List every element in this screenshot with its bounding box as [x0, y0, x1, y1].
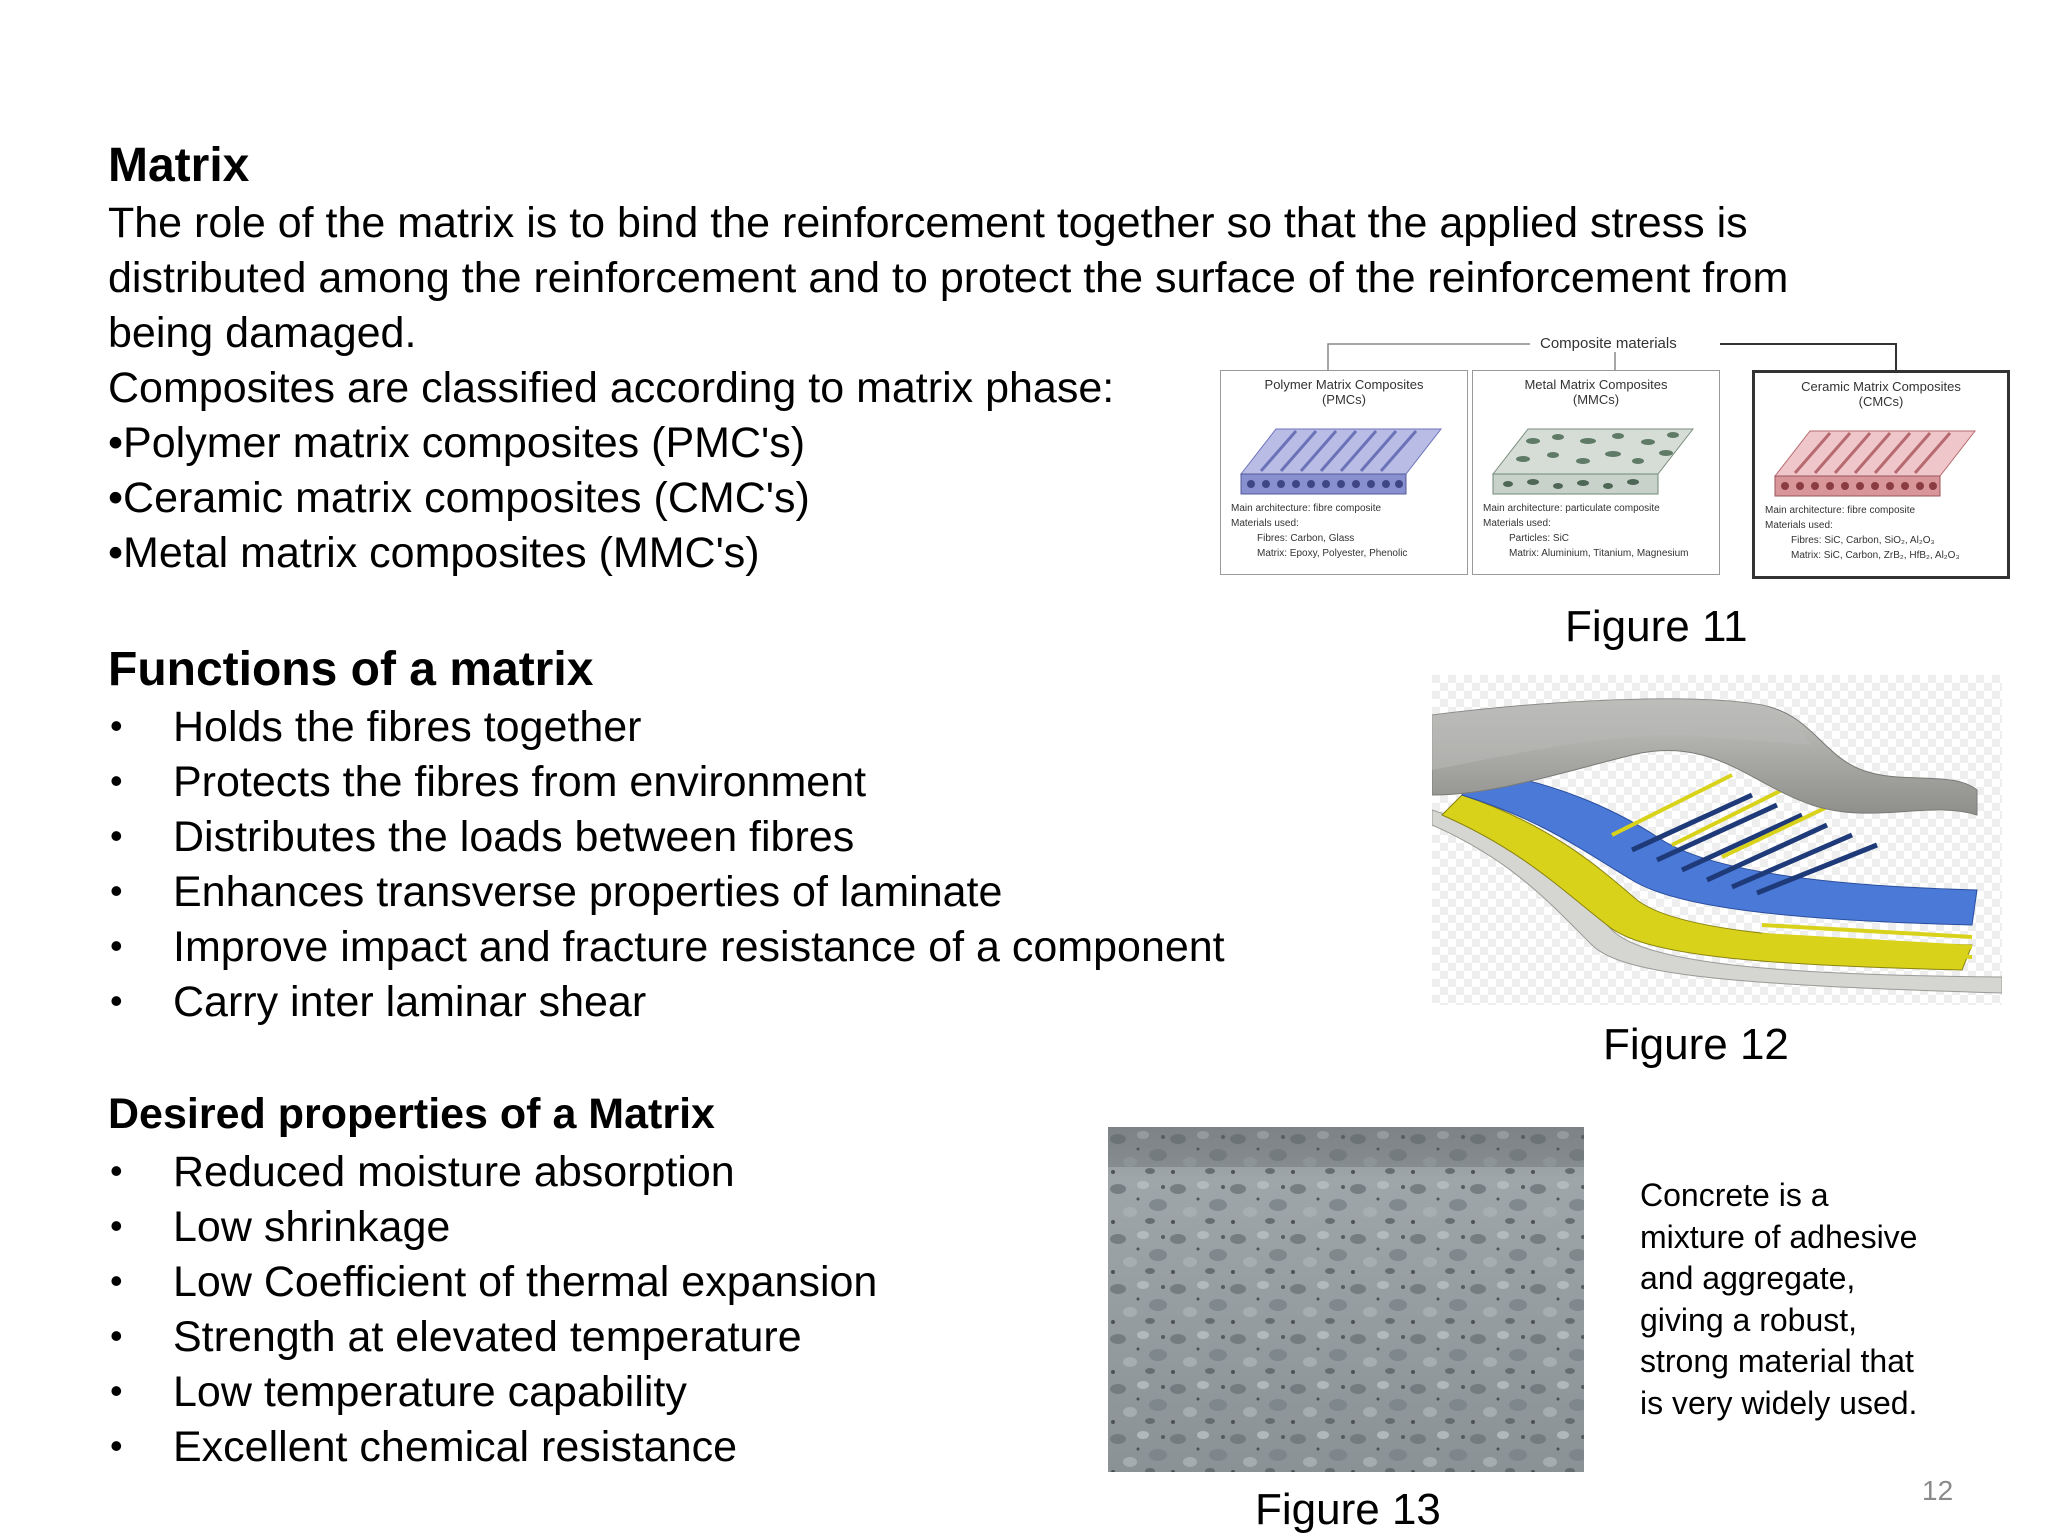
cmc-fibres: Fibres: SiC, Carbon, SiO₂, Al₂O₃ — [1791, 535, 1935, 546]
mmc-name: Metal Matrix Composites — [1524, 377, 1668, 392]
bullet-icon: • — [110, 1315, 123, 1356]
bullet-icon: • — [110, 980, 123, 1021]
bullet-icon: • — [110, 1260, 123, 1301]
concrete-note-line: giving a robust, — [1640, 1301, 1858, 1338]
properties-heading: Desired properties of a Matrix — [108, 1090, 715, 1138]
bullet-icon: • — [110, 1150, 123, 1191]
mmc-particles: Particles: SiC — [1509, 533, 1570, 544]
mmc-box — [1472, 370, 1720, 575]
properties-list-item — [108, 1200, 877, 1255]
matrix-paragraph-line: being damaged. — [108, 309, 417, 357]
concrete-note-line: strong material that — [1640, 1343, 1914, 1379]
functions-list-item — [108, 700, 1225, 755]
mmc-particle-icon — [1488, 419, 1698, 499]
cmc-materials-label: Materials used: — [1765, 520, 1833, 531]
bullet-icon: • — [110, 1205, 123, 1246]
pmc-materials-label: Materials used: — [1231, 518, 1299, 529]
list-item-text: Low Coefficient of thermal expansion — [173, 1258, 878, 1306]
cmc-info — [1765, 503, 1960, 563]
functions-list — [108, 700, 1225, 1030]
bullet-icon: • — [110, 925, 123, 966]
list-item-text: Improve impact and fracture resistance of a component — [173, 923, 1225, 971]
cmc-matrix: Matrix: SiC, Carbon, ZrB₂, HfB₂, Al₂O₃ — [1791, 550, 1960, 561]
cmc-name: Ceramic Matrix Composites — [1801, 379, 1961, 394]
figure-13-caption: Figure 13 — [1255, 1485, 1441, 1534]
properties-list-item — [108, 1255, 877, 1310]
functions-list-item — [108, 920, 1225, 975]
list-item-text: Protects the fibres from environment — [173, 758, 867, 806]
list-item-text: Low temperature capability — [173, 1368, 687, 1416]
functions-list-item — [108, 865, 1225, 920]
functions-list-item — [108, 975, 1225, 1030]
functions-list-item — [108, 755, 1225, 810]
mmc-abbr: (MMCs) — [1572, 392, 1620, 407]
pmc-info — [1231, 501, 1407, 561]
matrix-paragraph-line: The role of the matrix is to bind the reinforcement together so that the applied stress is — [108, 199, 1748, 247]
classification-item: •Ceramic matrix composites (CMC's) — [108, 474, 810, 522]
bullet-icon: • — [110, 760, 123, 801]
concrete-note — [1640, 1175, 1917, 1424]
list-item-text: Reduced moisture absorption — [173, 1148, 735, 1196]
bullet-icon: • — [110, 870, 123, 911]
matrix-paragraph-line: distributed among the reinforcement and to protect the surface of the reinforcement from — [108, 254, 1789, 302]
diagram-title: Composite materials — [1540, 335, 1677, 352]
list-item-text: Low shrinkage — [173, 1203, 451, 1251]
matrix-heading: Matrix — [108, 139, 250, 192]
concrete-note-line: is very widely used. — [1640, 1384, 1918, 1421]
properties-list-item — [108, 1310, 877, 1365]
functions-list-item — [108, 810, 1225, 865]
pmc-fibre-icon — [1236, 419, 1446, 499]
list-item-text: Strength at elevated temperature — [173, 1313, 802, 1361]
concrete-note-line: mixture of adhesive — [1640, 1218, 1918, 1255]
bullet-icon: • — [110, 815, 123, 856]
mmc-info — [1483, 501, 1689, 561]
concrete-note-line: and aggregate, — [1640, 1260, 1856, 1296]
properties-list-item — [108, 1420, 877, 1475]
list-item-text: Excellent chemical resistance — [173, 1423, 738, 1471]
properties-list-item — [108, 1145, 877, 1200]
pmc-architecture: Main architecture: fibre composite — [1231, 503, 1382, 514]
pmc-abbr: (PMCs) — [1321, 392, 1367, 407]
properties-list — [108, 1145, 877, 1475]
classification-intro: Composites are classified according to matrix phase: — [108, 364, 1115, 412]
figure-12-caption: Figure 12 — [1603, 1020, 1789, 1069]
figure-13-concrete-image — [1108, 1127, 1584, 1472]
bullet-icon: • — [110, 1425, 123, 1466]
cmc-fibre-icon — [1770, 421, 1980, 501]
classification-item: •Polymer matrix composites (PMC's) — [108, 419, 806, 467]
figure-11-composite-diagram — [1220, 330, 2010, 585]
classification-item: •Metal matrix composites (MMC's) — [108, 529, 760, 577]
cmc-architecture: Main architecture: fibre composite — [1765, 505, 1916, 516]
bullet-icon: • — [110, 705, 123, 746]
cmc-abbr: (CMCs) — [1858, 394, 1904, 409]
figure-12-laminate-image — [1432, 675, 2002, 1005]
page-number: 12 — [1922, 1475, 1954, 1506]
properties-list-item — [108, 1365, 877, 1420]
list-item-text: Distributes the loads between fibres — [173, 813, 855, 861]
figure-11-caption: Figure 11 — [1565, 602, 1748, 651]
mmc-matrix: Matrix: Aluminium, Titanium, Magnesium — [1509, 548, 1689, 559]
list-item-text: Carry inter laminar shear — [173, 978, 647, 1026]
cmc-box — [1752, 370, 2010, 579]
list-item-text: Enhances transverse properties of laminate — [173, 868, 1003, 916]
concrete-note-line: Concrete is a — [1640, 1177, 1829, 1213]
mmc-materials-label: Materials used: — [1483, 518, 1551, 529]
pmc-fibres: Fibres: Carbon, Glass — [1257, 533, 1355, 544]
list-item-text: Holds the fibres together — [173, 703, 642, 751]
pmc-matrix: Matrix: Epoxy, Polyester, Phenolic — [1257, 548, 1408, 559]
mmc-architecture: Main architecture: particulate composite — [1483, 503, 1660, 514]
pmc-box — [1220, 370, 1468, 575]
pmc-name: Polymer Matrix Composites — [1264, 377, 1424, 392]
bullet-icon: • — [110, 1370, 123, 1411]
functions-heading: Functions of a matrix — [108, 643, 594, 696]
